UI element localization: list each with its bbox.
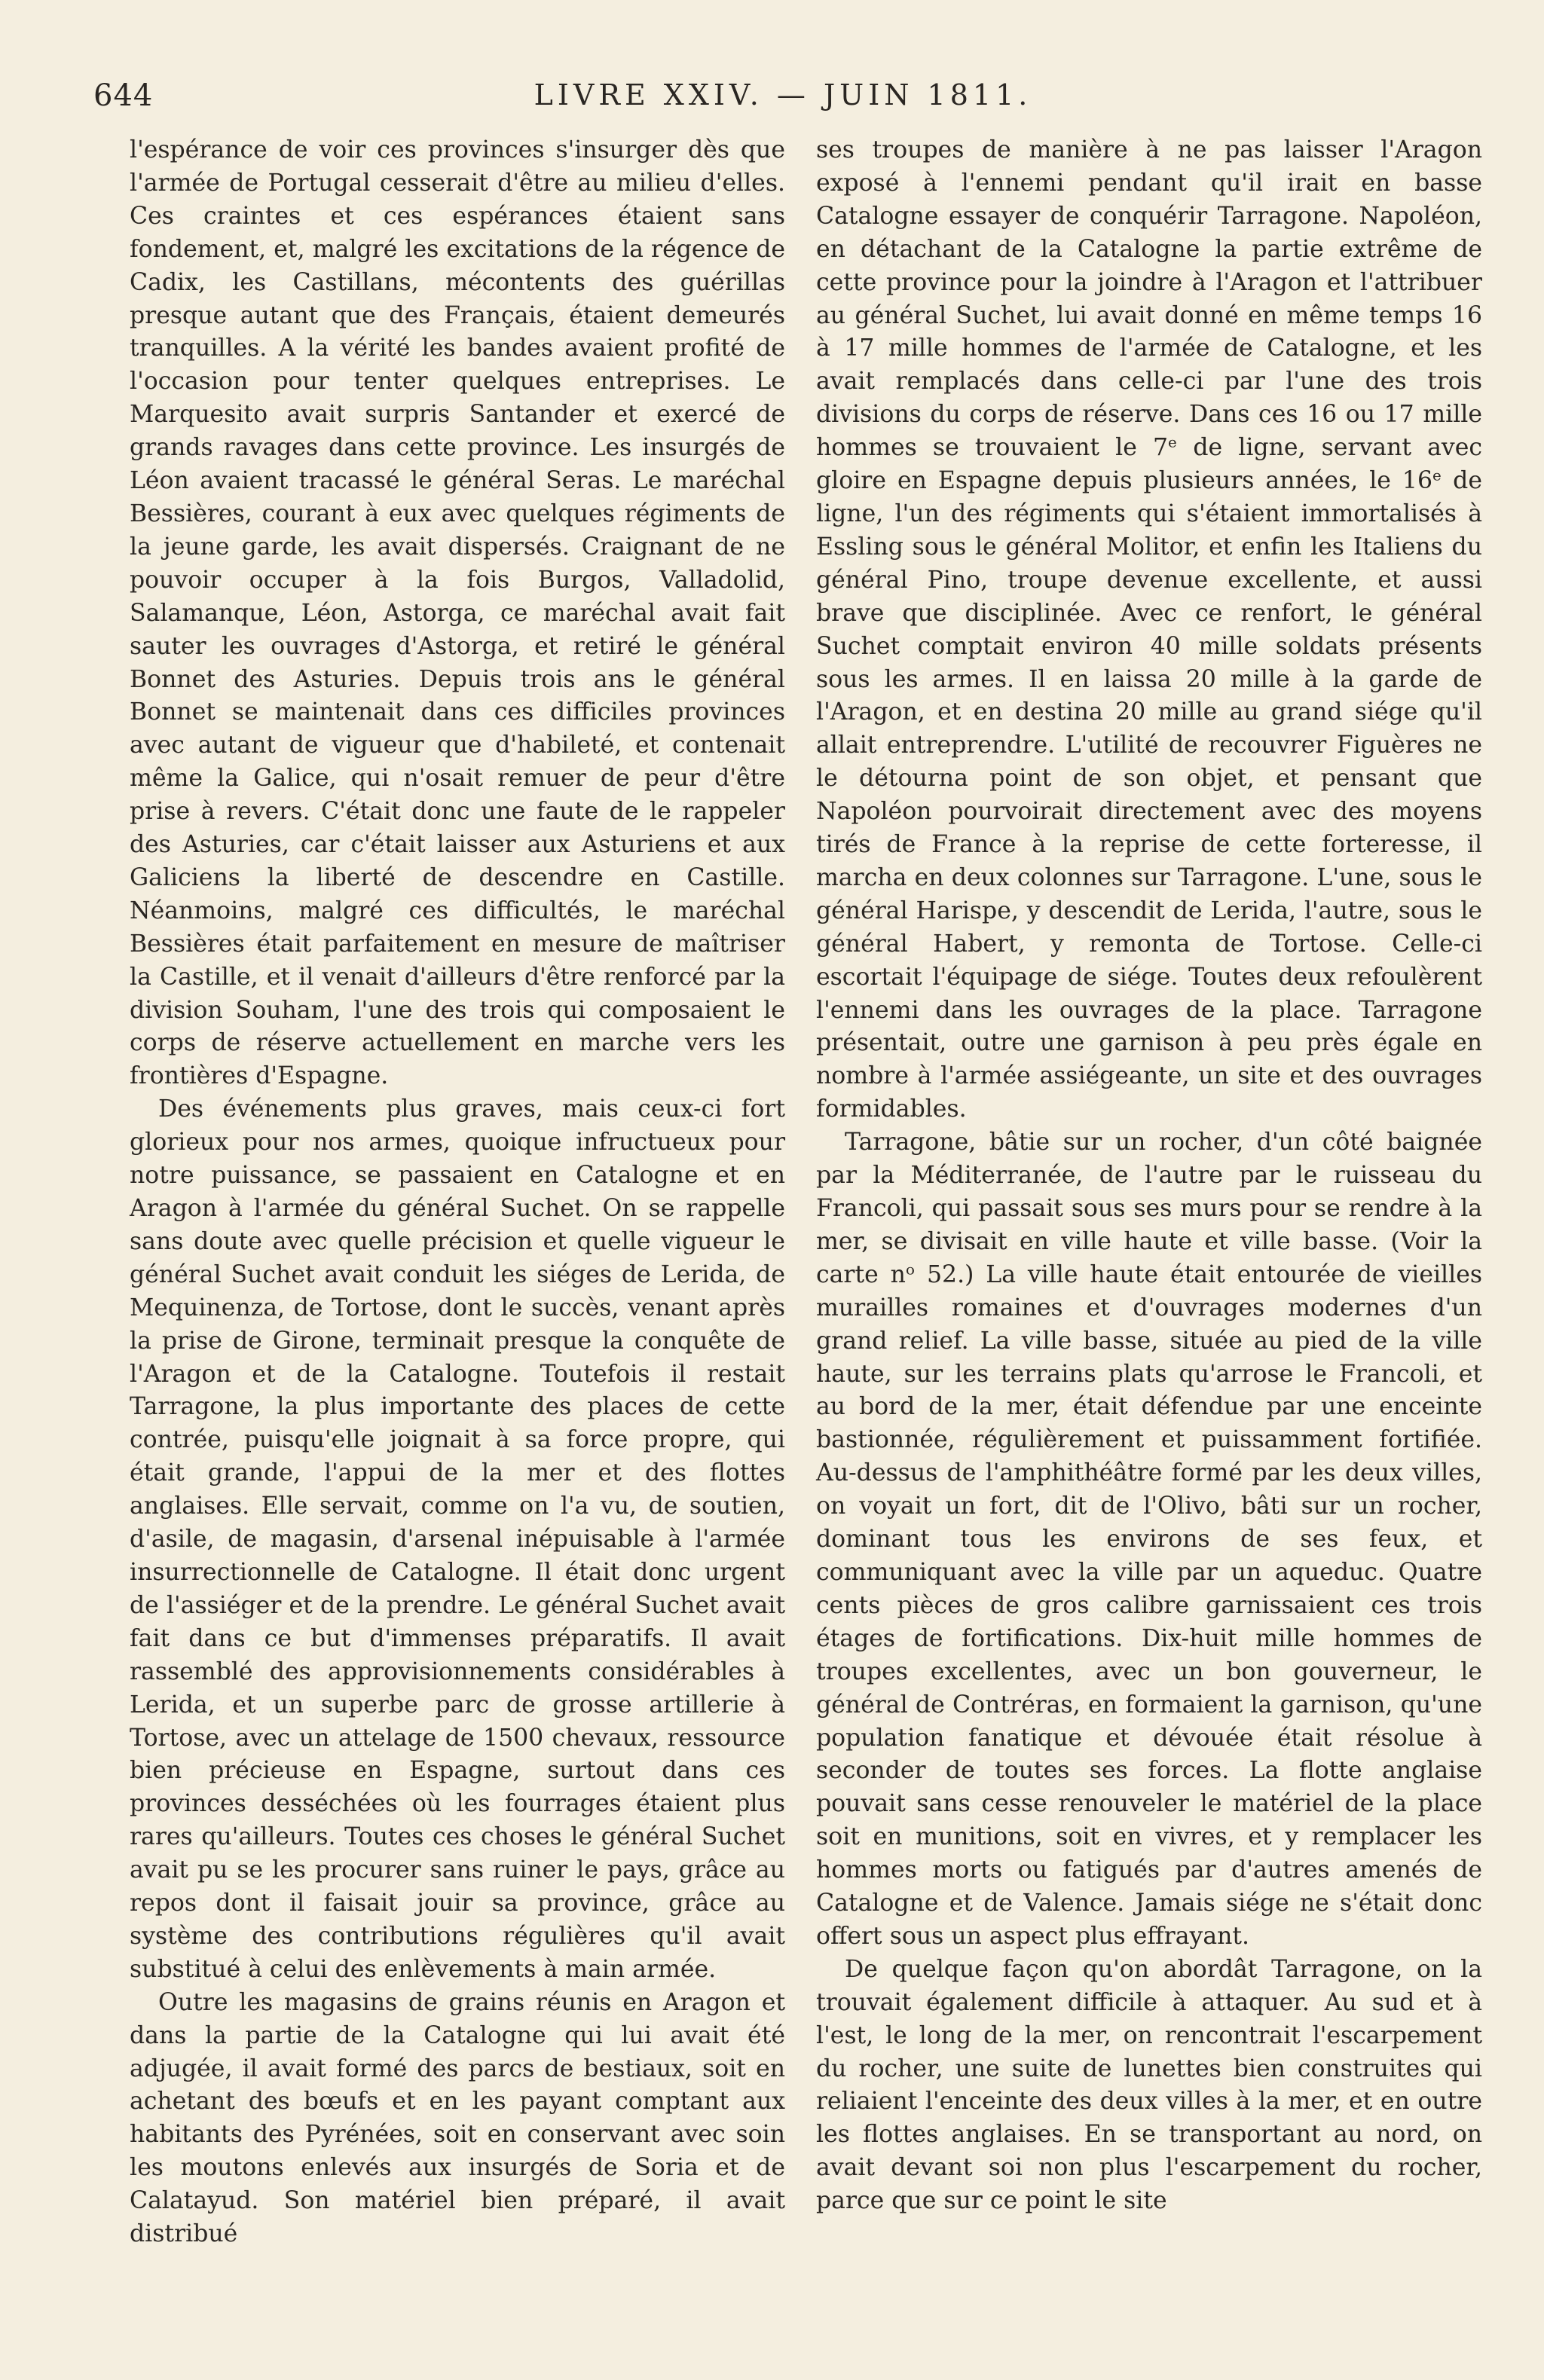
paragraph: Outre les magasins de grains réunis en Aragon et dans la partie de la Catalogne qui lui avait été adjugée, il avait formé des parcs de bestiaux, soit en achetant des bœufs et en les payant comptant aux habitants des Pyrénées, soit en conservant avec soin les moutons enlevés aux insurgés de Soria et de Calatayud. Son matériel bien préparé, il avait distribué <box>130 1988 785 2248</box>
paragraph: Des événements plus graves, mais ceux-ci fort glorieux pour nos armes, quoique infructueux pour notre puissance, se passaient en Catalogne et en Aragon à l'armée du général Suchet. On se rappelle sans doute avec quelle précision et quelle vigueur le général Suchet avait conduit les siéges de Lerida, de Mequinenza, de Tortose, dont le succès, venant après la prise de Girone, terminait presque la conquête de l'Aragon et de la Catalogne. Toutefois il restait Tarragone, la plus importante des places de cette contrée, puisqu'elle joignait à sa force propre, qui était grande, l'appui de la mer et des flottes anglaises. Elle servait, comme on l'a vu, de soutien, d'asile, de magasin, d'arsenal inépuisable à l'armée insurrectionnelle de Catalogne. Il était donc urgent de l'assiéger et de la prendre. Le général Suchet avait fait dans ce but d'immenses préparatifs. Il avait rassemblé des approvisionnements considérables à Lerida, et un superbe parc de grosse artillerie à Tortose, avec un attelage de 1500 chevaux, ressource bien précieuse en Espagne, surtout dans ces provinces desséchées où les fourrages étaient plus rares qu'ailleurs. Toutes ces choses le général Suchet avait pu se les procurer sans ruiner le pays, grâce au repos dont il faisait jouir sa province, grâce au système des contributions régulières qu'il avait substitué à celui des enlèvements à main armée. <box>130 1095 785 1983</box>
running-head: LIVRE XXIV. — JUIN 1811. <box>534 78 1032 112</box>
paragraph: Tarragone, bâtie sur un rocher, d'un côté baignée par la Méditerranée, de l'autre par le ruisseau du Francoli, qui passait sous ses murs pour se rendre à la mer, se divisait en ville haute et ville basse. (Voir la carte nᵒ 52.) La ville haute était entourée de vieilles murailles romaines et d'ouvrages modernes d'un grand relief. La ville basse, située au pied de la ville haute, sur les terrains plats qu'arrose le Francoli, et au bord de la mer, était défendue par une enceinte bastionnée, régulièrement et puissamment fortifiée. Au-dessus de l'amphithéâtre formé par les deux villes, on voyait un fort, dit de l'Olivo, bâti sur un rocher, dominant tous les environs de ses feux, et communiquant avec la ville par un aqueduc. Quatre cents pièces de gros calibre garnissaient ces trois étages de fortifications. Dix-huit mille hommes de troupes excellentes, avec un bon gouverneur, le général de Contréras, en formaient la garnison, qu'une population fanatique et dévouée était résolue à seconder de toutes ses forces. La flotte anglaise pouvait sans cesse renouveler le matériel de la place soit en munitions, soit en vivres, et y remplacer les hommes morts ou fatigués par d'autres amenés de Catalogne et de Valence. Jamais siége ne s'était donc offert sous un aspect plus effrayant. <box>816 1129 1482 1950</box>
left-column <box>130 134 785 2251</box>
paragraph: ses troupes de manière à ne pas laisser l'Aragon exposé à l'ennemi pendant qu'il irait en basse Catalogne essayer de conquérir Tarragone. Napoléon, en détachant de la Catalogne la partie extrême de cette province pour la joindre à l'Aragon et l'attribuer au général Suchet, lui avait donné en même temps 16 à 17 mille hommes de l'armée de Catalogne, et les avait remplacés dans celle-ci par l'une des trois divisions du corps de réserve. Dans ces 16 ou 17 mille hommes se trouvaient le 7ᵉ de ligne, servant avec gloire en Espagne depuis plusieurs années, le 16ᵉ de ligne, l'un des régiments qui s'étaient immortalisés à Essling sous le général Molitor, et enfin les Italiens du général Pino, troupe devenue excellente, et aussi brave que disciplinée. Avec ce renfort, le général Suchet comptait environ 40 mille soldats présents sous les armes. Il en laissa 20 mille à la garde de l'Aragon, et en destina 20 mille au grand siége qu'il allait entreprendre. L'utilité de recouvrer Figuères ne le détourna point de son objet, et pensant que Napoléon pourvoirait directement avec des moyens tirés de France à la reprise de cette forteresse, il marcha en deux colonnes sur Tarragone. L'une, sous le général Harispe, y descendit de Lerida, l'autre, sous le général Habert, y remonta de Tortose. Celle-ci escortait l'équipage de siége. Toutes deux refoulèrent l'ennemi dans les ouvrages de la place. Tarragone présentait, outre une garnison à peu près égale en nombre à l'armée assiégeante, un site et des ouvrages formidables. <box>816 136 1482 1123</box>
paragraph: l'espérance de voir ces provinces s'insurger dès que l'armée de Portugal cesserait d'être au milieu d'elles. Ces craintes et ces espérances étaient sans fondement, et, malgré les excitations de la régence de Cadix, les Castillans, mécontents des guérillas presque autant que des Français, étaient demeurés tranquilles. A la vérité les bandes avaient profité de l'occasion pour tenter quelques entreprises. Le Marquesito avait surpris Santander et exercé de grands ravages dans cette province. Les insurgés de Léon avaient tracassé le général Seras. Le maréchal Bessières, courant à eux avec quelques régiments de la jeune garde, les avait dispersés. Craignant de ne pouvoir occuper à la fois Burgos, Valladolid, Salamanque, Léon, Astorga, ce maréchal avait fait sauter les ouvrages d'Astorga, et retiré le général Bonnet des Asturies. Depuis trois ans le général Bonnet se maintenait dans ces difficiles provinces avec autant de vigueur que d'habileté, et contenait même la Galice, qui n'osait remuer de peur d'être prise à revers. C'était donc une faute de le rappeler des Asturies, car c'était laisser aux Asturiens et aux Galiciens la liberté de descendre en Castille. Néanmoins, malgré ces difficultés, le maréchal Bessières était parfaitement en mesure de maîtriser la Castille, et il venait d'ailleurs d'être renforcé par la division Souham, l'une des trois qui composaient le corps de réserve actuellement en marche vers les frontières d'Espagne. <box>130 136 785 1090</box>
right-column <box>816 134 1482 2218</box>
page-header <box>93 78 1472 124</box>
page-number: 644 <box>93 78 154 113</box>
paragraph: De quelque façon qu'on abordât Tarragone, on la trouvait également difficile à attaquer. Au sud et à l'est, le long de la mer, on rencontrait l'escarpement du rocher, une suite de lunettes bien construites qui reliaient l'enceinte des deux villes à la mer, et en outre les flottes anglaises. En se transportant au nord, on avait devant soi non plus l'escarpement du rocher, parce que sur ce point le site <box>816 1955 1482 2215</box>
